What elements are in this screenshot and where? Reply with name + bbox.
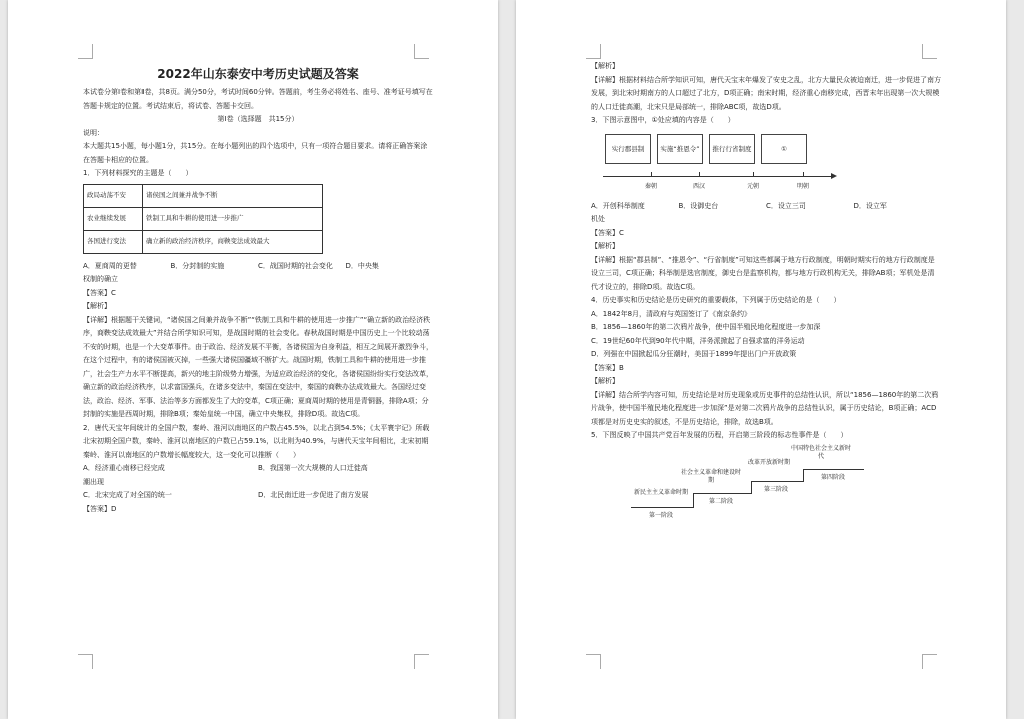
document-page-1 [8,0,498,719]
timeline-axis [603,176,833,177]
stage-title: 改革开放新时期 [747,458,790,466]
table-cell: 诸侯国之间兼并战争不断 [143,184,323,207]
timeline-diagram [603,134,843,196]
stage-label: 第一阶段 [648,511,673,519]
table-cell: 政局动荡不安 [84,184,143,207]
answer: 【答案】C [83,288,116,297]
option: C．19世纪60年代到90年代中期，洋务派掀起了自强求富的洋务运动 [591,336,805,345]
analysis-label: 【解析】 [83,302,111,310]
crop-mark [586,44,601,59]
option: D．列强在中国掀起瓜分狂潮时，美国于1899年提出门户开放政策 [591,350,797,358]
timeline-box: 实施“推恩令” [657,134,703,164]
option: C．战国时期的社会变化 [258,261,333,270]
question-4: 4．历史事实和历史结论是历史研究的重要载体，下列属于历史结论的是（ ） [591,296,841,304]
timeline-tick [803,172,804,177]
analysis-label: 【解析】 [591,242,619,250]
option: B．1856—1860年的第二次鸦片战争，使中国半殖民地化程度进一步加深 [591,323,821,331]
timeline-box: 实行郡县制 [605,134,651,164]
table-cell: 农业继续发展 [84,207,143,230]
document-page-2 [516,0,1006,719]
option: A．经济重心南移已经完成 [83,464,165,472]
arrow-right-icon [831,173,837,179]
option: A．夏商周的更替 [83,261,137,270]
answer: 【答案】D [83,504,117,513]
option: D．中央集 [345,261,379,270]
question-2: 2．唐代天宝年间统计的全国户数，秦岭、淮河以南地区的户数占45.5%，以北占到54.5%；《太平寰宇记》所载北宋初期全国户数，秦岭、淮河以南地区的户数已占59.1%，以北则为40.9%，与唐代天宝年间相比，北宋初期秦岭、淮河以南地区的户数增长幅度较大，这一变化可以推断（ ） [83,423,430,459]
table-cell: 确立新的政治经济秩序，商鞅变法成效最大 [143,230,323,253]
table-row [84,230,323,253]
stage-label: 第四阶段 [820,473,845,481]
note-label: 说明： [83,128,104,137]
stage-label: 第三阶段 [763,485,788,493]
option: B．设御史台 [678,201,719,210]
exam-intro: 本试卷分第Ⅰ卷和第Ⅱ卷，共8页。满分50分，考试时间60分钟。答题前，考生务必将姓名、座号、准考证号填写在答题卡规定的位置。考试结束后，将试卷、答题卡交回。 [83,88,433,110]
analysis-label: 【解析】 [591,62,619,70]
question-5: 5．下图反映了中国共产党百年发展的历程，开启第三阶段的标志性事件是（ ） [591,431,848,439]
section-heading: 第Ⅰ卷（选择题 共15分） [217,115,299,123]
timeline-tick [651,172,652,177]
option: A．1842年8月，清政府与英国签订了《南京条约》 [591,309,752,318]
crop-mark [78,44,93,59]
timeline-label: 西汉 [692,182,705,190]
answer: 【答案】B [591,363,624,372]
timeline-tick [699,172,700,177]
crop-mark [922,654,937,669]
table-row [84,207,323,230]
option: D．北民南迁进一步促进了南方发展 [258,491,369,499]
q2-options [83,462,433,503]
table-cell: 各国进行变法 [84,230,143,253]
analysis-text: 【详解】根据题干关键词，“诸侯国之间兼并战争不断”“铁制工具和牛耕的使用进一步推广”“确立新的政治经济秩序，商鞅变法成效最大”并结合所学知识可知，是战国时期的社会变化。春秋战国时期是中国历史上一个比较动荡不安的时期，也是一个大变革事件。由于政治、经济发展不平衡，各诸侯国为自身利益，相互之间展开激烈争斗，在这个过程中，有的诸侯国被灭掉，一些强大诸侯国疆域不断扩大。战国时期，铁制工具和牛耕的使用进一步推广，社会生产力水平不断提高，新兴的地主阶级势力增强，为适应政治经济的变化，各诸侯国纷纷实行变法改革，确立新的政治经济秩序，以求富国强兵，在诸多变法中，秦国在变法中，秦国的商鞅办法成效最大。各国经过变法，政治、经济、军事、法治等多方面都发生了大的变革，C项正确；夏商周时期的使用是青铜器，排除A项；分封制的实施是西周时期，排除B项；秦始皇统一中国，确立中央集权，排除D项。故选C项。 [83,315,433,418]
document-title: 2022年山东泰安中考历史试题及答案 [157,67,359,81]
stage-title: 中国特色社会主义新时代 [791,444,852,460]
q1-options [83,260,433,274]
crop-mark [586,654,601,669]
step-line [631,507,693,508]
answer: 【答案】C [591,228,624,237]
note-text: 本大题共15小题，每小题1分，共15分。在每小题列出的四个选项中，只有一项符合题目要求。请将正确答案涂在答题卡相应的位置。 [83,142,428,164]
option: C．北宋完成了对全国的统一 [83,491,172,499]
analysis-label: 【解析】 [591,377,619,385]
crop-mark [414,654,429,669]
page-2-content [591,60,941,529]
option: D．设立军 [853,201,887,210]
page-1-content [83,60,433,516]
timeline-tick [753,172,754,177]
option: C．设立三司 [766,201,806,210]
material-table [83,184,323,254]
staircase-diagram [631,444,891,529]
analysis-text: 【详解】根据材料结合所学知识可知，唐代天宝末年爆发了安史之乱，北方大量民众被迫南迁，进一步促进了南方发展，到北宋时期南方的人口超过了北方，D项正确；南宋时期，经济重心南移完成，西晋末年出现第一次大规模的人口迁徙高潮，北宋只是局部统一，排除ABC项，故选D项。 [591,75,941,111]
option: A．开创科举制度 [591,201,645,210]
timeline-label: 元朝 [746,182,759,190]
crop-mark [414,44,429,59]
crop-mark [922,44,937,59]
timeline-box: ① [761,134,807,164]
option: B．我国第一次大规模的人口迁徙高 [258,464,368,472]
option-wrap: 权制的确立 [83,275,118,283]
timeline-label: 秦朝 [644,182,657,190]
question-3: 3．下图示意图中，①处应填的内容是（ ） [591,116,735,124]
option-wrap: 潮出现 [83,477,104,486]
timeline-box: 推行行省制度 [709,134,755,164]
crop-mark [78,654,93,669]
option: B．分封制的实施 [170,261,225,270]
question-1: 1．下列材料探究的主题是（ ） [83,169,193,177]
stage-title: 新民主主义革命时期 [633,488,688,496]
stage-label: 第二阶段 [708,497,733,505]
table-cell: 铁制工具和牛耕的使用进一步推广 [143,207,323,230]
analysis-text: 【详解】根据“郡县制”、“推恩令”、“行省制度”可知这些都属于地方行政制度，明朝时期实行的地方行政制度是设立三司，C项正确；科举制是选官制度，御史台是监察机构，都与地方行政机构无关，排除AB项；军机处是清代才设立的，排除D项。故选C项。 [591,255,935,291]
option-wrap: 机处 [591,215,605,223]
stage-title: 社会主义革命和建设时期 [681,468,742,484]
analysis-text: 【详解】结合所学内容可知，历史结论是对历史现象或历史事件的总结性认识，所以“1856—1860年的第二次鸦片战争，使中国半殖民地化程度进一步加深”是对第二次鸦片战争的总结性认识，属于历史结论，B项正确；ACD项都是对历史史实的叙述，不是历史结论，排除，故选B项。 [591,390,939,426]
table-row [84,184,323,207]
q3-options [591,200,941,214]
timeline-label: 明朝 [796,182,809,190]
